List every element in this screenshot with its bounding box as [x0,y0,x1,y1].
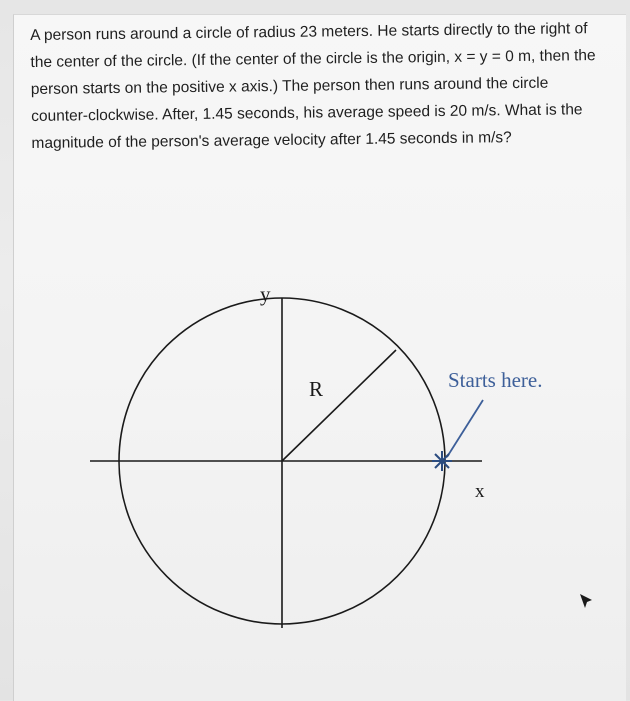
x-axis-label: x [475,481,485,502]
radius-line [282,350,396,461]
start-marker-icon [432,451,452,471]
radius-label: R [309,377,324,401]
start-pointer-line [447,400,483,457]
mouse-cursor-icon [578,592,596,614]
problem-statement: A person runs around a circle of radius 23 meters. He starts directly to the right of the center of the circle. (If the center of the circle is the origin, x = y = 0 m, then the person starts on the positive x axis.) The person then runs around the circle counter-clockwise. After, 1.45 seconds, his average speed is 20 m/s. What is the magnitude of the person's average velocity after 1.45 seconds in m/s? [30,20,596,152]
starts-here-label: Starts here. [448,368,543,392]
y-axis-label: y [260,282,271,306]
